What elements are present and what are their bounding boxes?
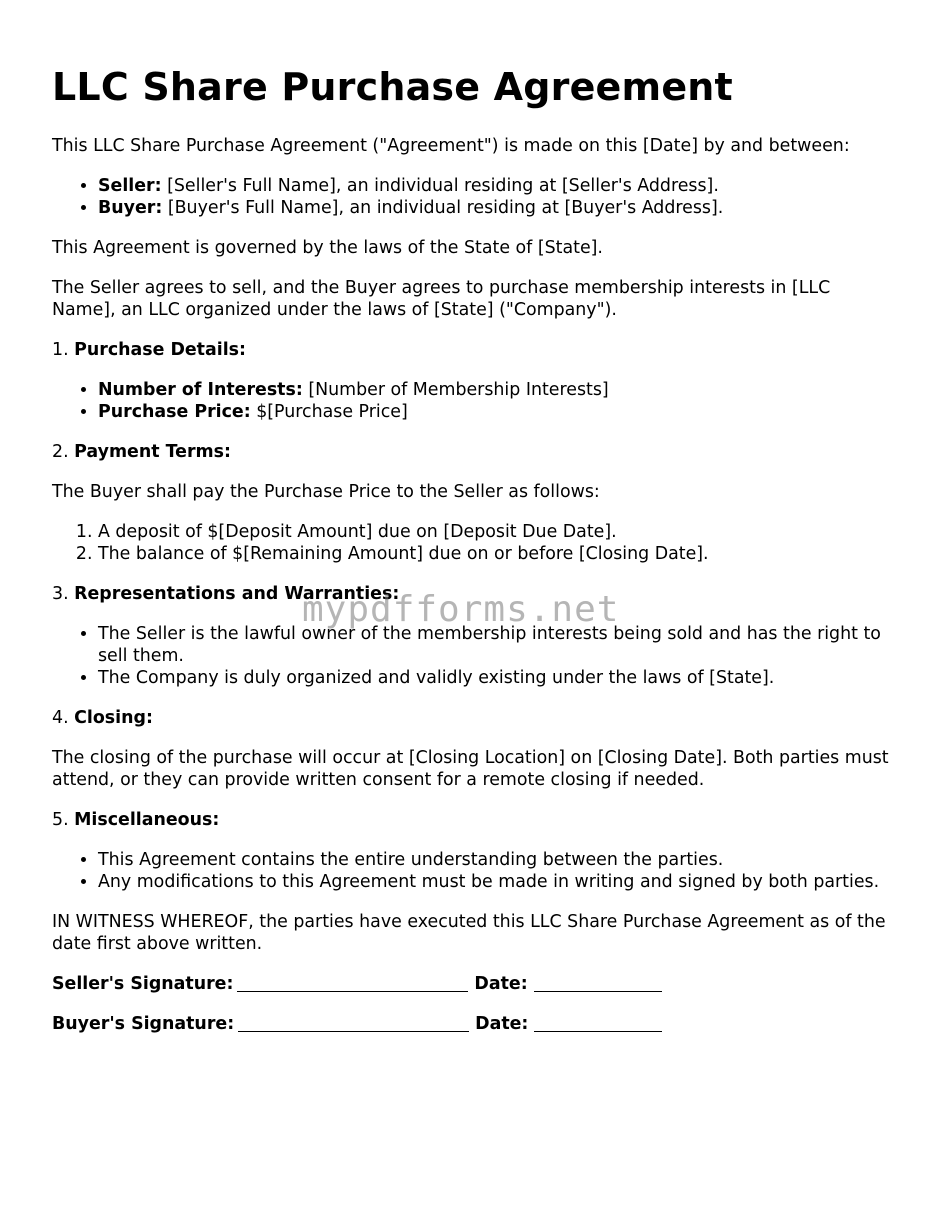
number-of-interests-label: Number of Interests: [98,380,303,400]
party-buyer-label: Buyer: [98,198,163,218]
section-3-number: 3. [52,584,75,604]
document-title: LLC Share Purchase Agreement [52,65,733,109]
document-page [52,64,892,1053]
payment-terms-paragraph: The Buyer shall pay the Purchase Price to the Seller as follows: [52,482,600,502]
section-5-title: Miscellaneous: [74,810,220,830]
list-item [98,379,892,401]
seller-signature-label: Seller's Signature: [52,974,234,994]
section-3-title: Representations and Warranties: [74,584,400,604]
list-item: • This Agreement contains the entire understanding between the parties. [98,849,892,871]
closing-paragraph: The closing of the purchase will occur at [Closing Location] on [Closing Date]. Both parties must attend, or they can provide written consent for a remote closing if needed. [52,748,889,790]
section-4-number: 4. [52,708,75,728]
section-2-heading [52,441,892,463]
section-3-heading [52,583,892,605]
representations-list [52,623,892,689]
party-seller [98,175,892,197]
section-4-title: Closing: [74,708,153,728]
buyer-date-field[interactable] [534,1030,662,1032]
miscellaneous-list [52,849,892,893]
purpose-paragraph: The Seller agrees to sell, and the Buyer agrees to purchase membership interests in [LLC Name], an LLC organized under the laws of [State] ("Company"). [52,278,831,320]
buyer-signature-label: Buyer's Signature: [52,1014,235,1034]
parties-list [52,175,892,219]
list-item: 2. The balance of $[Remaining Amount] due on or before [Closing Date]. [98,543,892,565]
buyer-signature-field[interactable] [238,1030,469,1032]
party-buyer-text: [Buyer's Full Name], an individual residing at [Buyer's Address]. [162,198,724,218]
seller-signature-field[interactable] [237,990,468,992]
list-item: • Any modifications to this Agreement must be made in writing and signed by both parties. [98,871,892,893]
list-item: • The Seller is the lawful owner of the membership interests being sold and has the right to sell them. [98,623,892,667]
section-5-heading [52,809,892,831]
purchase-price-label: Purchase Price: [98,402,251,422]
seller-date-label: Date: [474,974,528,994]
party-buyer [98,197,892,219]
number-of-interests-value: [Number of Membership Interests] [302,380,609,400]
section-5-number: 5. [52,810,75,830]
payment-terms-list [52,521,892,565]
seller-date-field[interactable] [534,990,662,992]
section-4-heading [52,707,892,729]
intro-paragraph: This LLC Share Purchase Agreement ("Agreement") is made on this [Date] by and between: [52,136,850,156]
watermark-text: mypdfforms.net [302,589,620,630]
party-seller-text: [Seller's Full Name], an individual residing at [Seller's Address]. [161,176,719,196]
purchase-details-list [52,379,892,423]
list-item: 1. A deposit of $[Deposit Amount] due on [Deposit Due Date]. [98,521,892,543]
seller-signature-row [52,973,892,995]
section-1-title: Purchase Details: [74,340,246,360]
section-1-heading [52,339,892,361]
governing-law-paragraph: This Agreement is governed by the laws of the State of [State]. [52,238,603,258]
purchase-price-value: $[Purchase Price] [250,402,408,422]
list-item: • The Company is duly organized and validly existing under the laws of [State]. [98,667,892,689]
witness-paragraph: IN WITNESS WHEREOF, the parties have executed this LLC Share Purchase Agreement as of the date first above written. [52,912,886,954]
list-item [98,401,892,423]
section-2-title: Payment Terms: [74,442,231,462]
section-1-number: 1. [52,340,75,360]
section-2-number: 2. [52,442,75,462]
buyer-signature-row [52,1013,892,1035]
buyer-date-label: Date: [475,1014,529,1034]
party-seller-label: Seller: [98,176,162,196]
